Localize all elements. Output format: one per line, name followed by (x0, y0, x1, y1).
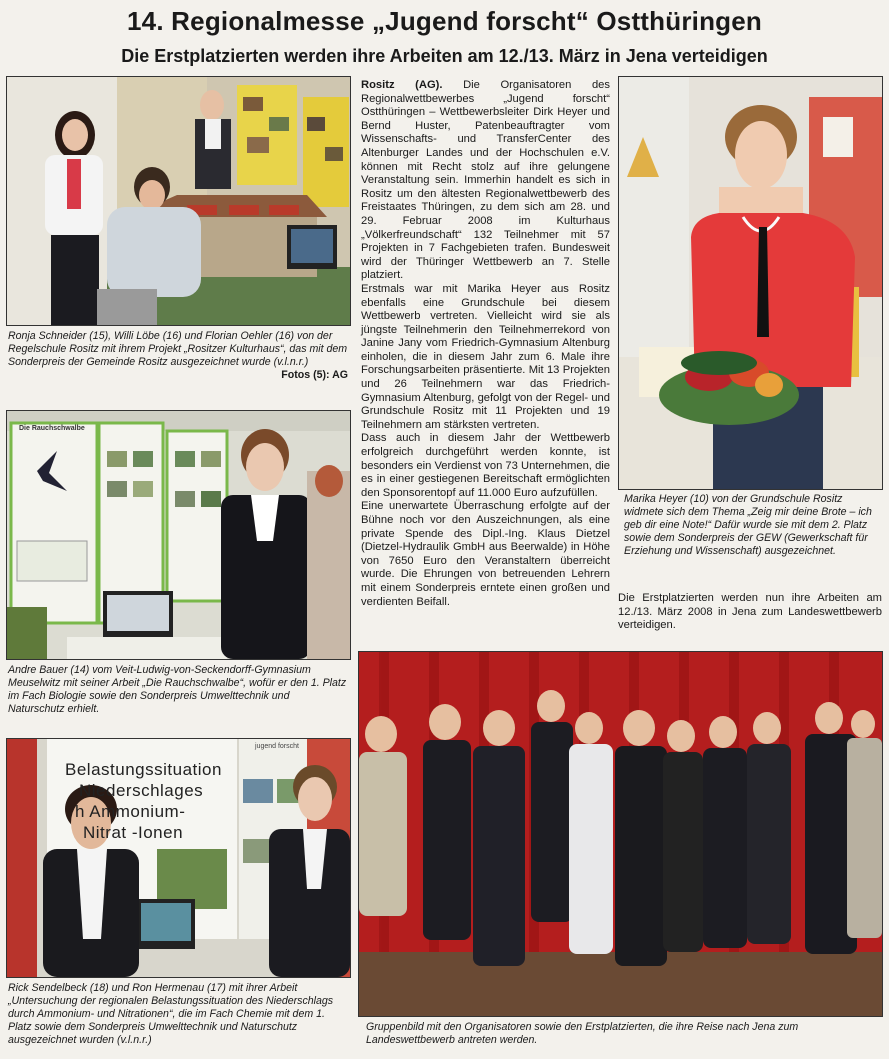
caption-photo1-text: Ronja Schneider (15), Willi Löbe (16) und Florian Oehler (16) von der Regelschule Rositz mit ihrem Projekt „Rositzer Kulturhaus“, das mit dem Sonderpreis der Gemeinde Rositz ausgezeichnet wurde (v.l.n.r.) (8, 330, 348, 368)
jugend-forscht-label: jugend forscht (255, 743, 299, 750)
article-paragraph-2: Erstmals war mit Marika Heyer aus Rositz ebenfalls eine Grundschule bei diesem Wettbewerb vertreten. Vielleicht wird sie als jüngste Teilnehmerin den Teilnehmerrekord von Janine Jany vom Friedrich-Gymnasium Altenburg einholen, die in diesem Jahr zum 6. Male ihre Forschungsarbeiten präsentierte. Mit 13 Projekten und 26 Teilnehmern war das Friedrich-Gymnasium Altenburg, gefolgt von der Regel- und Grundschule Rositz mit 11 Projekten und 19 Teilnehmern am stärksten vertreten. (361, 282, 610, 431)
caption-photo1 (8, 330, 348, 382)
photo-kulturhaus-model (6, 76, 351, 326)
caption-photo5: Gruppenbild mit den Organisatoren sowie den Erstplatzierten, die ihre Reise nach Jena zum Landeswettbewerb antreten werden. (366, 1021, 799, 1046)
poster-line-1: Belastungssituation (65, 760, 222, 779)
photo-rauchschwalbe (6, 410, 351, 660)
caption-photo3: Rick Sendelbeck (18) und Ron Hermenau (17) mit ihrer Arbeit „Untersuchung der regionalen Belastungssituation des Niederschlags durch Ammonium- und Nitrationen“, die im Fach Chemie mit dem 1. Platz sowie dem Sonderpreis Umwelttechnik und Naturschutz ausgezeichnet wurden (v.l.n.r.) (8, 982, 334, 1046)
article-closing: Die Erstplatzierten werden nun ihre Arbeiten am 12./13. März 2008 in Jena zum Landeswettbewerb verteidigen. (618, 592, 882, 632)
article-dateline: Rositz (AG). (361, 79, 443, 91)
article-paragraph-3: Dass auch in diesem Jahr der Wettbewerb erfolgreich durchgeführt werden konnte, ist besonders ein Verdienst von 73 Unternehmen, die es in einer gestiegenen Bereitschaft ermöglichten den Sponsorentopf auf 11.000 Euro aufzufüllen. (361, 432, 610, 499)
article-paragraph (361, 79, 610, 283)
subheadline: Die Erstplatzierten werden ihre Arbeiten am 12./13. März in Jena verteidigen (121, 46, 768, 66)
article-paragraph-4: Eine unerwartete Überraschung erfolgte auf der Bühne noch vor den Auszeichnungen, als eine private Spende des Dipl.-Ing. Klaus Dietzel (Dietzel-Hydraulik GmbH aus Beerwalde) in Höhe von 7650 Euro den Veranstaltern überreicht wurde. Die Ehrungen von betreuenden Lehrern mit einem Sonderpreis erntete einen großen und verdienten Beifall. (361, 500, 610, 608)
headline: 14. Regionalmesse „Jugend forscht“ Ostthüringen (127, 6, 762, 36)
article-body (361, 79, 610, 609)
poster-line-3: h Ammonium- (75, 802, 186, 821)
poster-line-4: Nitrat -Ionen (83, 823, 184, 842)
caption-photo4: Marika Heyer (10) von der Grundschule Rositz widmete sich dem Thema „Zeig mir deine Brote – ich geb dir eine Note!“ Dafür wurde sie mit dem 2. Platz sowie dem Sonderpreis der GEW (Gewerkschaft für Erziehung und Wissenschaft) ausgezeichnet. (624, 493, 872, 557)
caption-photo2: Andre Bauer (14) vom Veit-Ludwig-von-Seckendorff-Gymnasium Meuselwitz mit seiner Arbeit „Die Rauchschwalbe“, wofür er den 1. Platz im Fach Biologie sowie den Sonderpreis Umwelttechnik und Naturschutz erhielt. (8, 664, 347, 715)
photo-marika (618, 76, 883, 490)
poster-title-rauchschwalbe: Die Rauchschwalbe (19, 425, 85, 432)
photo-group (358, 651, 883, 1017)
poster-text-ammonium (65, 759, 245, 843)
photo-ammonium-nitrat (6, 738, 351, 978)
poster-line-2: Niederschlages (79, 781, 204, 800)
photo-credit: Fotos (5): AG (281, 369, 348, 381)
article-paragraph-1: Die Organisatoren des Regionalwettbewerbes „Jugend forscht“ Ostthüringen – Wettbewerbsleiter Dirk Heyer und Bernd Huster, Patenbeauftragter vom Wissenschafts- und TransferCenter des Altenburger Landes und der Hochschulen e.V. können mit Recht stolz auf ihre gelungene Veranstaltung sein. Immerhin handelt es sich in Rositz um den ältesten Regionalwettbewerb des Freistaates Thüringen, zu dem sich am 28. und 29. Februar 2008 im Kulturhaus „Völkerfreundschaft“ 132 Teilnehmer mit 57 Projekten in 7 Fachgebieten trafen. Bundesweit wird der Thüringer Wettbewerb an 7. Stelle platziert. (361, 79, 610, 282)
